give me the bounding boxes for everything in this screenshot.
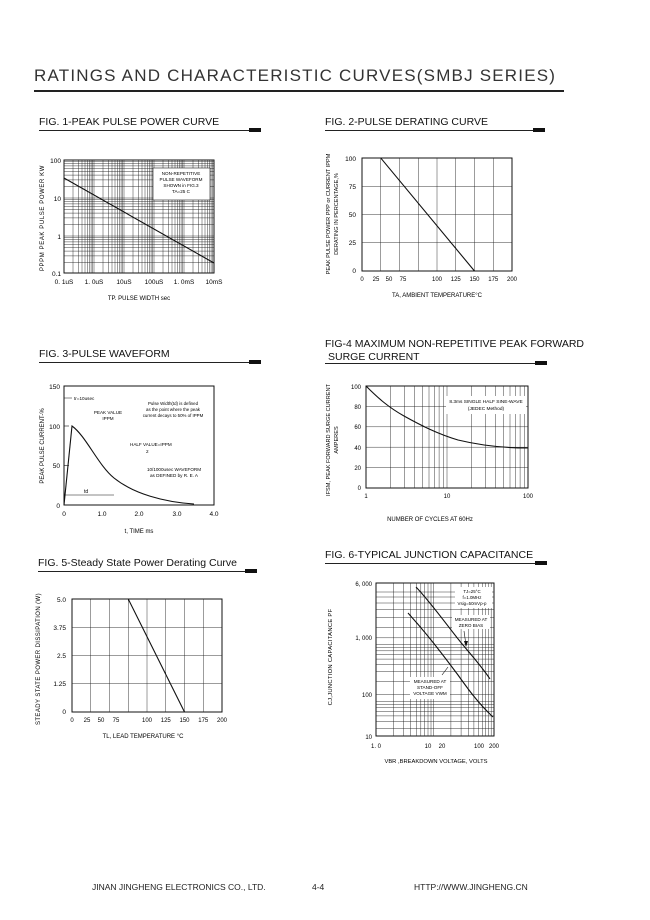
fig6-ytick-10: 10 [365, 735, 372, 741]
fig3-xtick-1: 1.0 [97, 511, 107, 518]
fig4-xtick-10: 10 [443, 494, 451, 500]
fig3-peak-label-1: PEAK VALUE [93, 410, 123, 415]
fig6-zero-2: ZERO BIAS [458, 623, 484, 628]
fig5-title: FIG. 5-Steady State Power Derating Curve [38, 557, 238, 569]
fig4-ytick-20: 20 [354, 466, 361, 472]
fig6-ytick-6000: 6, 000 [355, 582, 372, 588]
fig5-ytick-375: 3.75 [53, 625, 66, 632]
fig5-xtick-125: 125 [160, 718, 171, 724]
fig3-half-1: HALF VALUE=IPPM [130, 442, 172, 447]
fig3-def-3: current decays to 50% of IPPM [142, 413, 204, 418]
fig6-cond-1: TJ=25°C [463, 589, 481, 594]
fig3-td-label: td [84, 489, 89, 495]
fig4-ytick-0: 0 [357, 486, 361, 492]
fig6-cond-2: f=1.0MHz [462, 595, 482, 600]
fig4-note-2: (JEDEC Method) [467, 407, 505, 412]
fig1-xtick-2: 1. 0uS [84, 279, 104, 286]
fig5-ylabel: STEADY STATE POWER DISSIPATION (W) [36, 592, 42, 726]
fig1-note-1: NON-REPETITIVE [161, 171, 201, 176]
fig2-xtick-50: 50 [385, 277, 393, 283]
fig4-xlabel: NUMBER OF CYCLES AT 60Hz [387, 517, 473, 523]
fig4-ytick-80: 80 [354, 405, 361, 411]
fig2-title-rule [325, 130, 545, 131]
fig1-chart [30, 148, 240, 308]
fig3-title: FIG. 3-PULSE WAVEFORM [39, 348, 170, 360]
fig2-xtick-100: 100 [431, 277, 443, 283]
fig4-title-2: SURGE CURRENT [328, 351, 420, 363]
fig6-chart [318, 575, 518, 775]
fig4-xtick-100: 100 [522, 494, 534, 500]
fig6-zero-1: MEASURED AT [454, 617, 488, 622]
fig1-title-rule [39, 130, 261, 131]
page-title: RATINGS AND CHARACTERISTIC CURVES(SMBJ SERIES) [34, 66, 557, 85]
fig3-ytick-150: 150 [49, 384, 60, 391]
fig3-wave-2: as DEFINED by R. E. A [150, 473, 198, 478]
fig2-ytick-25: 25 [348, 240, 356, 247]
fig3-xtick-3: 3.0 [172, 511, 182, 518]
fig4-ytick-60: 60 [354, 425, 361, 431]
fig2-xtick-75: 75 [399, 277, 407, 283]
fig5-xtick-200: 200 [216, 718, 228, 724]
fig6-xtick-10: 10 [424, 744, 432, 750]
fig1-xtick-5: 1. 0mS [173, 279, 195, 286]
fig3-peak-label-2: IPPM [102, 416, 114, 421]
fig3-def-2: as the point where the peak [146, 407, 200, 412]
fig1-note-4: TA=25 C [172, 189, 190, 194]
fig3-xtick-4: 4.0 [209, 511, 219, 518]
footer-page-number: 4-4 [312, 882, 325, 892]
fig6-ytick-1000: 1, 000 [355, 636, 372, 642]
fig5-xlabel: TL, LEAD TEMPERATURE °C [102, 734, 184, 740]
fig3-ytick-0: 0 [56, 503, 60, 510]
fig2-ytick-0: 0 [352, 268, 356, 275]
fig2-xtick-175: 175 [488, 277, 499, 283]
fig1-title: FIG. 1-PEAK PULSE POWER CURVE [39, 116, 220, 128]
fig1-note-2: PULSE WAVEFORM [159, 177, 203, 182]
fig6-standoff-arrow [442, 667, 448, 675]
title-divider [34, 90, 564, 92]
fig2-xtick-150: 150 [469, 277, 480, 283]
fig4-title: FIG-4 MAXIMUM NON-REPETITIVE PEAK FORWARD [325, 338, 585, 350]
fig5-ytick-25: 2.5 [56, 653, 66, 660]
fig5-ytick-0: 0 [62, 709, 66, 716]
fig4-title-rule [325, 363, 547, 364]
fig2-ytick-75: 75 [348, 184, 356, 191]
fig5-xtick-150: 150 [179, 718, 190, 724]
fig2-xtick-0: 0 [360, 277, 364, 283]
fig5-title-tab [245, 569, 257, 573]
footer-url[interactable]: HTTP://WWW.JINGHENG.CN [414, 882, 528, 892]
fig6-ylabel: CJ,JUNCTION CAPACITANCE PF [328, 608, 334, 706]
fig5-gridlines [72, 599, 222, 712]
fig6-standoff-2: STAND-OFF [417, 685, 443, 690]
fig1-ylabel: PPPM PEAK PULSE POWER KW [40, 164, 46, 272]
fig6-title: FIG. 6-TYPICAL JUNCTION CAPACITANCE [325, 549, 534, 561]
fig4-ylabel-2: AMPERES [334, 426, 340, 454]
fig6-xtick-200: 200 [488, 744, 500, 750]
fig2-title: FIG. 2-PULSE DERATING CURVE [325, 116, 488, 128]
fig1-xtick-1: 0. 1uS [54, 279, 74, 286]
fig2-ytick-50: 50 [348, 212, 356, 219]
fig3-title-tab [249, 360, 261, 364]
fig6-ytick-100: 100 [361, 693, 372, 699]
fig6-xlabel: VBR ,BREAKDOWN VOLTAGE, VOLTS [384, 759, 488, 765]
fig2-xtick-200: 200 [506, 277, 518, 283]
fig3-title-rule [39, 362, 261, 363]
fig4-ylabel-1: IFSM, PEAK FORWARD SURGE CURRENT [326, 384, 332, 496]
fig6-xtick-20: 20 [438, 744, 446, 750]
fig1-xtick-6: 10mS [205, 279, 223, 286]
fig6-cond-3: Vsig=50mVp-p [457, 601, 487, 606]
fig6-xtick-100: 100 [473, 744, 485, 750]
fig5-ytick-5: 5.0 [56, 597, 66, 604]
fig1-ytick-100: 100 [50, 158, 61, 165]
fig6-standoff-1: MEASURED AT [413, 679, 447, 684]
fig3-ylabel: PEAK PULSE CURRENT-% [40, 408, 46, 484]
fig1-xtick-3: 10uS [116, 279, 132, 286]
fig2-ylabel-1: PEAK PULSE POWER PPP or CURRENT IPPM [326, 153, 332, 275]
fig1-ytick-0.1: 0.1 [51, 271, 61, 278]
fig2-chart [318, 140, 528, 305]
fig3-tr-label: tr=10usec [74, 396, 95, 401]
fig4-xtick-1: 1 [364, 494, 368, 500]
fig1-xlabel: TP. PULSE WIDTH sec [107, 296, 171, 302]
fig5-xtick-0: 0 [70, 718, 74, 724]
fig1-xtick-4: 100uS [144, 279, 164, 286]
fig6-title-tab [535, 561, 547, 565]
fig1-title-tab [249, 128, 261, 132]
fig3-def-1: Pulse Width(td) is defined [147, 401, 199, 406]
fig6-title-rule [325, 563, 547, 564]
fig2-xtick-125: 125 [450, 277, 461, 283]
fig3-ytick-50: 50 [52, 463, 60, 470]
fig3-ytick-100: 100 [49, 424, 60, 431]
fig4-note-1: 8.3ms SINGLE HALF SINE-WAVE [449, 400, 523, 405]
fig2-xlabel: TA, AMBIENT TEMPERATURE°C [392, 293, 482, 299]
fig5-chart [30, 585, 240, 750]
fig5-title-rule [38, 571, 256, 572]
fig6-xtick-1: 1. 0 [370, 744, 382, 750]
fig2-gridlines [362, 158, 512, 271]
fig4-ytick-40: 40 [354, 446, 361, 452]
fig4-ytick-100: 100 [350, 385, 361, 391]
fig3-xtick-2: 2.0 [134, 511, 144, 518]
fig5-xtick-50: 50 [97, 718, 105, 724]
fig1-ytick-10: 10 [53, 196, 61, 203]
fig1-note-3: SHOWN in FIG.3 [163, 183, 199, 188]
fig5-xtick-75: 75 [112, 718, 120, 724]
fig4-title-tab [535, 361, 547, 365]
fig2-ytick-100: 100 [345, 156, 356, 163]
fig3-wave-1: 10/1000usec WAVEFORM [146, 467, 202, 472]
fig1-ytick-1: 1 [57, 234, 61, 241]
fig3-chart [34, 378, 244, 538]
fig5-xtick-100: 100 [141, 718, 153, 724]
fig2-xtick-25: 25 [372, 277, 380, 283]
fig2-title-tab [533, 128, 545, 132]
fig6-standoff-3: VOLTAGE VWM [413, 691, 447, 696]
fig3-xlabel: t, TIME ms [124, 529, 154, 535]
fig3-xtick-0: 0 [62, 511, 66, 518]
fig3-half-2: 2 [146, 449, 149, 454]
fig2-ylabel-2: DERATING IN PERCENTAGE,% [334, 173, 340, 255]
fig5-xtick-175: 175 [198, 718, 209, 724]
fig5-xtick-25: 25 [83, 718, 91, 724]
footer-company: JINAN JINGHENG ELECTRONICS CO., LTD. [92, 882, 266, 892]
fig4-chart [318, 372, 538, 532]
fig5-ytick-125: 1.25 [53, 681, 66, 688]
